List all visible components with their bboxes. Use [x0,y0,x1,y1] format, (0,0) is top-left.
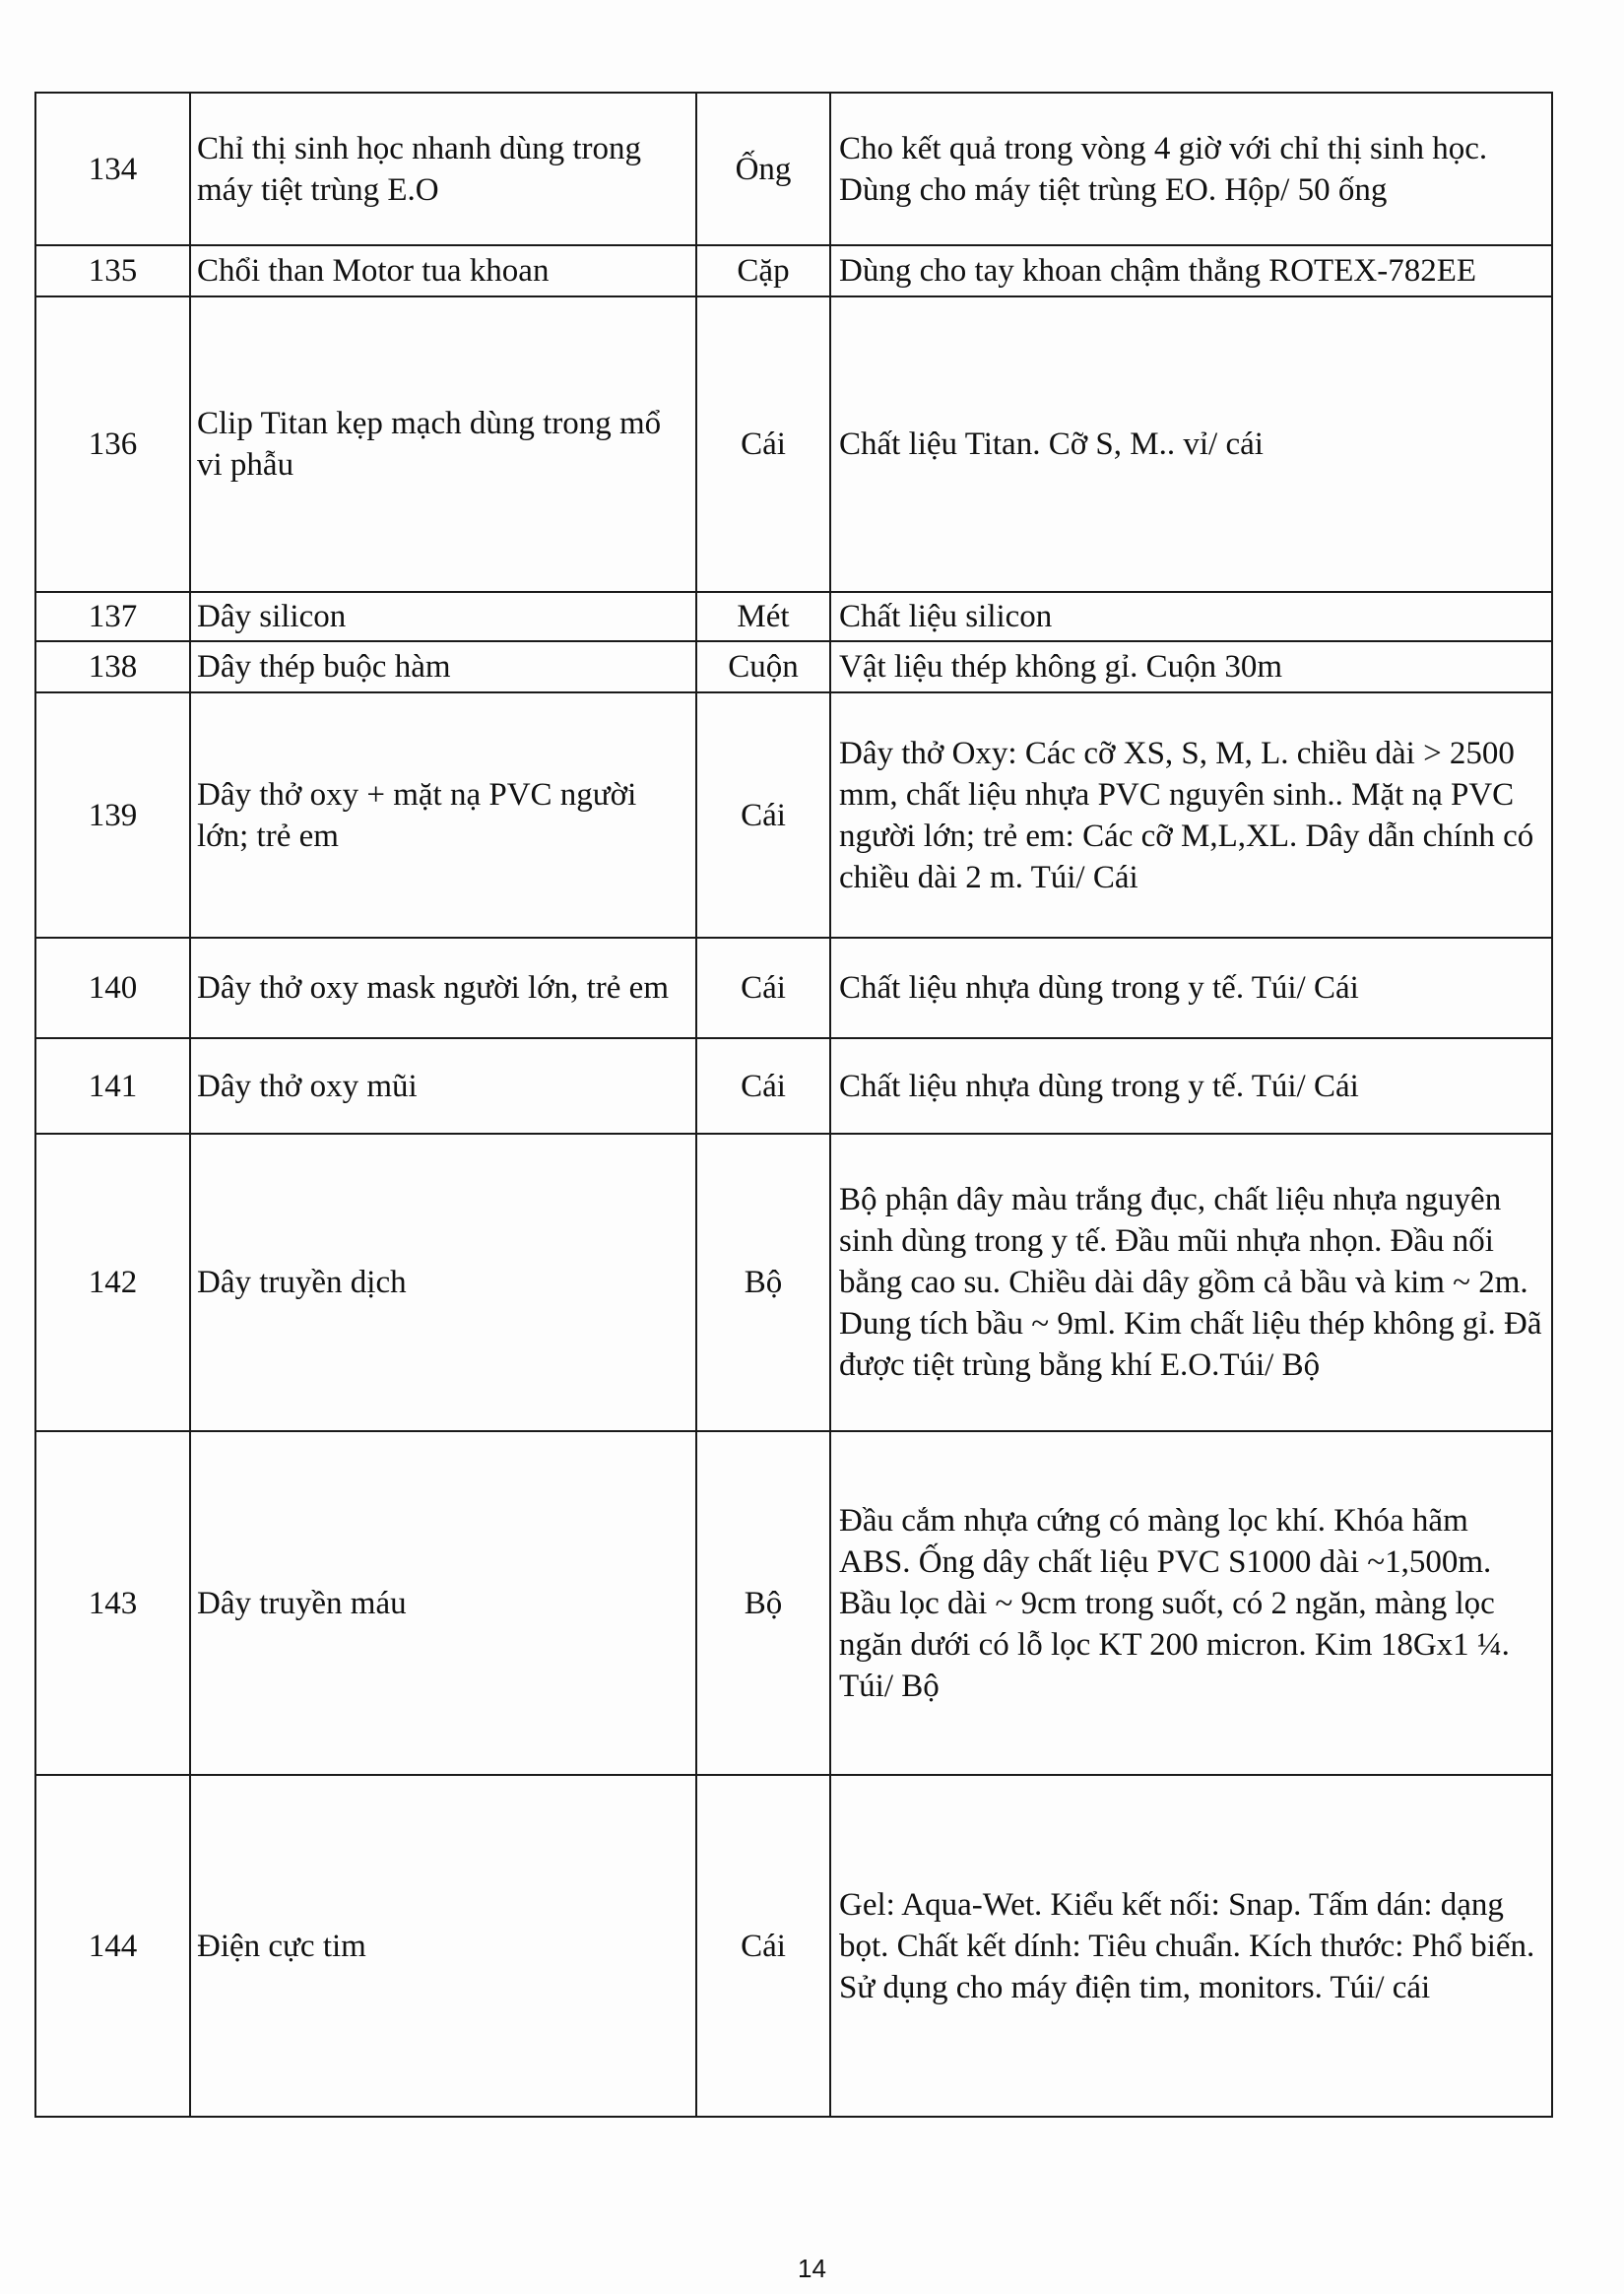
item-name: Dây thở oxy + mặt nạ PVC người lớn; trẻ em [190,692,696,938]
table-row [35,692,1552,938]
item-unit: Cái [696,1038,830,1134]
table-row [35,592,1552,641]
item-unit: Cái [696,1775,830,2117]
item-description: Chất liệu nhựa dùng trong y tế. Túi/ Cái [830,1038,1552,1134]
item-unit: Bộ [696,1134,830,1431]
row-number: 144 [35,1775,190,2117]
table-row [35,1038,1552,1134]
item-unit: Cái [696,296,830,592]
item-name: Dây thở oxy mũi [190,1038,696,1134]
table-row [35,1134,1552,1431]
item-description: Vật liệu thép không gỉ. Cuộn 30m [830,641,1552,692]
item-name: Dây thép buộc hàm [190,641,696,692]
item-unit: Cái [696,692,830,938]
item-name: Điện cực tim [190,1775,696,2117]
table-row [35,938,1552,1038]
row-number: 136 [35,296,190,592]
item-unit: Cái [696,938,830,1038]
item-description: Chất liệu nhựa dùng trong y tế. Túi/ Cái [830,938,1552,1038]
item-name: Clip Titan kẹp mạch dùng trong mổ vi phẫu [190,296,696,592]
item-name: Chỉ thị sinh học nhanh dùng trong máy tiệt trùng E.O [190,93,696,245]
item-description: Chất liệu silicon [830,592,1552,641]
item-name: Dây truyền dịch [190,1134,696,1431]
item-unit: Bộ [696,1431,830,1775]
table-row [35,93,1552,245]
row-number: 141 [35,1038,190,1134]
page-number: 14 [798,2254,826,2283]
table-row [35,296,1552,592]
row-number: 140 [35,938,190,1038]
row-number: 139 [35,692,190,938]
item-description: Gel: Aqua-Wet. Kiểu kết nối: Snap. Tấm dán: dạng bọt. Chất kết dính: Tiêu chuẩn. Kích thước: Phổ biến. Sử dụng cho máy điện tim, monitors. Túi/ cái [830,1775,1552,2117]
item-name: Dây thở oxy mask người lớn, trẻ em [190,938,696,1038]
table-row [35,245,1552,296]
item-name: Chổi than Motor tua khoan [190,245,696,296]
row-number: 142 [35,1134,190,1431]
item-name: Dây silicon [190,592,696,641]
table-row [35,641,1552,692]
row-number: 135 [35,245,190,296]
item-description: Dùng cho tay khoan chậm thẳng ROTEX-782EE [830,245,1552,296]
row-number: 138 [35,641,190,692]
table-row [35,1775,1552,2117]
item-name: Dây truyền máu [190,1431,696,1775]
row-number: 134 [35,93,190,245]
item-unit: Cặp [696,245,830,296]
item-description: Đầu cắm nhựa cứng có màng lọc khí. Khóa hãm ABS. Ống dây chất liệu PVC S1000 dài ~1,500m. Bầu lọc dài ~ 9cm trong suốt, có 2 ngăn, màng lọc ngăn dưới có lỗ lọc KT 200 micron. Kim 18Gx1 ¼. Túi/ Bộ [830,1431,1552,1775]
item-unit: Mét [696,592,830,641]
row-number: 143 [35,1431,190,1775]
item-unit: Cuộn [696,641,830,692]
table-row [35,1431,1552,1775]
supplies-table [34,92,1553,2118]
item-description: Bộ phận dây màu trắng đục, chất liệu nhựa nguyên sinh dùng trong y tế. Đầu mũi nhựa nhọn. Đầu nối bằng cao su. Chiều dài dây gồm cả bầu và kim ~ 2m. Dung tích bầu ~ 9ml. Kim chất liệu thép không gỉ. Đã được tiệt trùng bằng khí E.O.Túi/ Bộ [830,1134,1552,1431]
item-unit: Ống [696,93,830,245]
item-description: Dây thở Oxy: Các cỡ XS, S, M, L. chiều dài > 2500 mm, chất liệu nhựa PVC nguyên sinh.. Mặt nạ PVC người lớn; trẻ em: Các cỡ M,L,XL. Dây dẫn chính có chiều dài 2 m. Túi/ Cái [830,692,1552,938]
item-description: Chất liệu Titan. Cỡ S, M.. vỉ/ cái [830,296,1552,592]
item-description: Cho kết quả trong vòng 4 giờ với chỉ thị sinh học. Dùng cho máy tiệt trùng EO. Hộp/ 50 ống [830,93,1552,245]
row-number: 137 [35,592,190,641]
